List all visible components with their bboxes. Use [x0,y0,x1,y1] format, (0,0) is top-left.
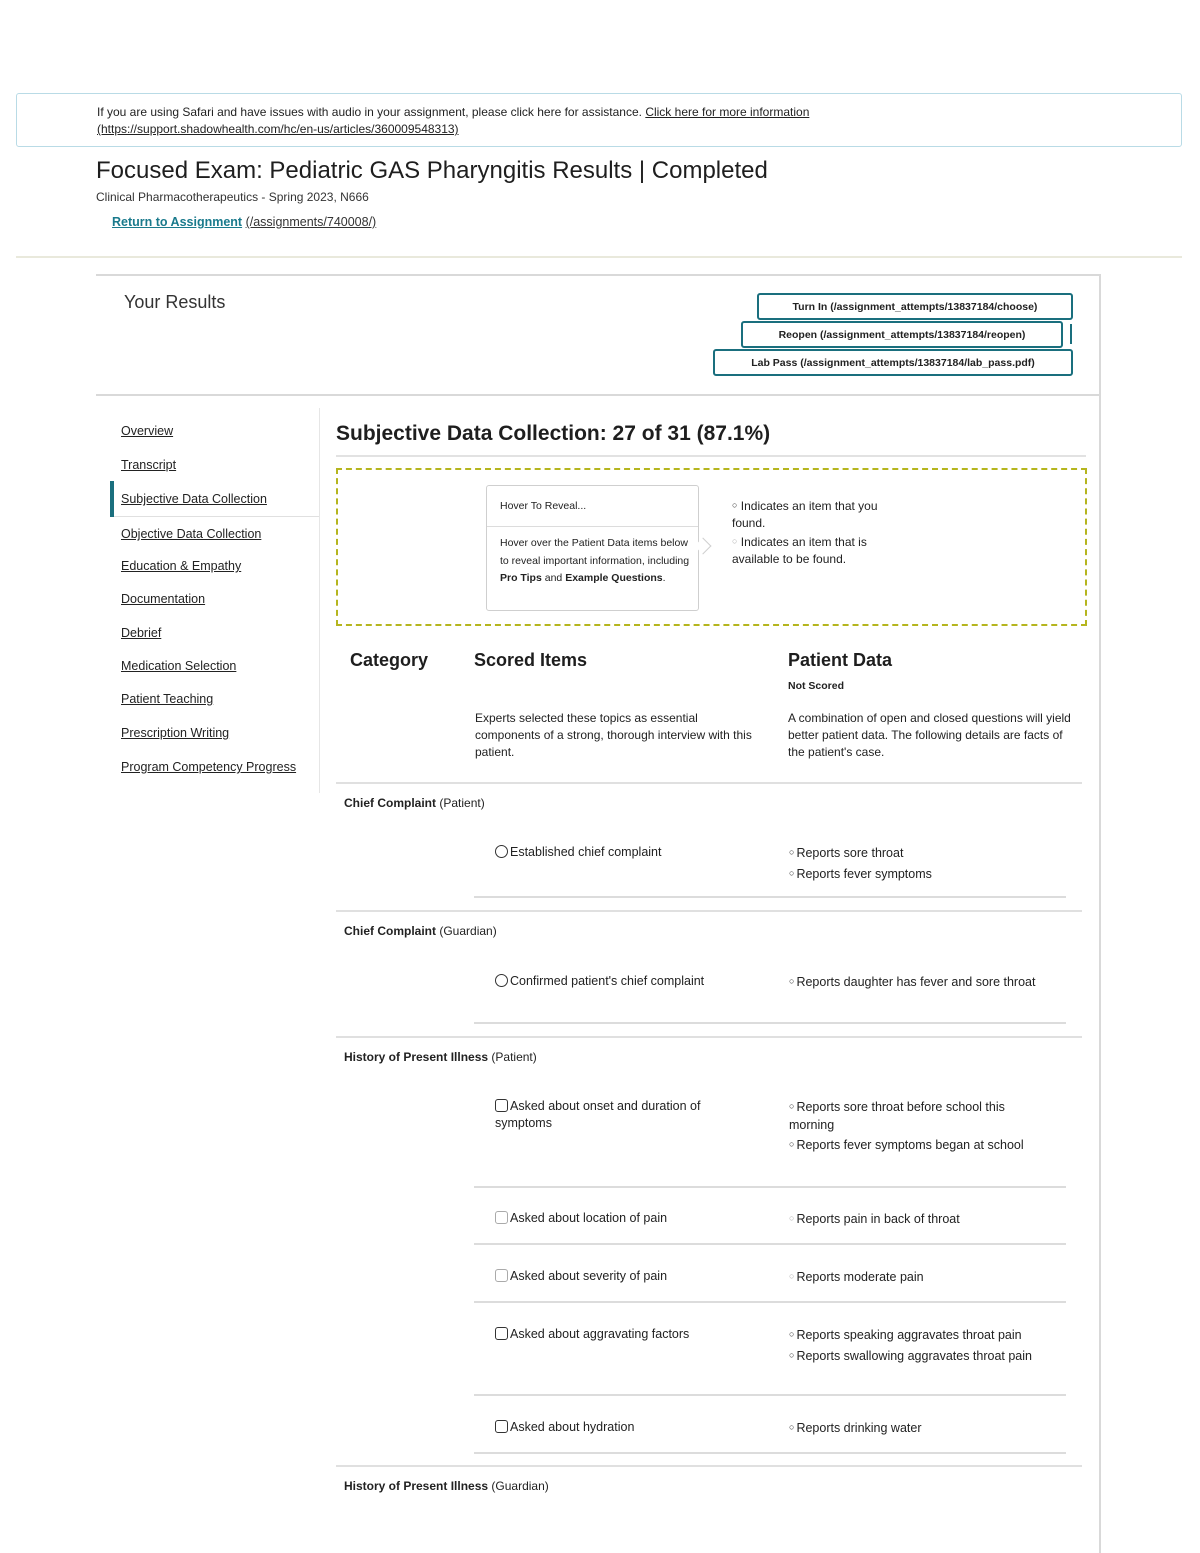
scored-item[interactable] [495,1326,755,1343]
item-divider [474,1243,1066,1245]
patient-data-list [789,844,1061,883]
nav-item-prescription-writing[interactable]: Prescription Writing [121,726,230,740]
nav-item-objective-data-collection[interactable]: Objective Data Collection [121,527,262,541]
nav-item-program-competency-progress[interactable]: Program Competency Progress [121,760,297,774]
patient-data-item[interactable] [789,973,1061,992]
hover-card-body-end: . [662,572,666,584]
found-dot-icon: ○ [789,847,795,857]
legend-found-text: Indicates an item that you found. [732,499,878,530]
patient-data-item[interactable] [789,1419,1061,1438]
scored-item-label: Asked about hydration [510,1420,635,1434]
legend-found [732,497,882,532]
patient-data-list [789,1268,1061,1287]
not-scored-label: Not Scored [788,680,845,692]
patient-data-text: Reports fever symptoms began at school [796,1138,1024,1152]
category-divider [336,1036,1082,1038]
hover-card-body-text: Hover over the Patient Data items below to reveal important information, including [500,537,690,567]
notice-text [97,104,997,138]
found-dot-icon: ○ [789,867,795,878]
nav-item-documentation[interactable]: Documentation [121,592,206,606]
pro-tips-label: Pro Tips [500,572,542,584]
item-divider [474,1394,1066,1396]
column-header-patient-data: Patient Data [788,650,893,670]
category-name: Chief Complaint [344,924,436,938]
section-title-divider [336,455,1086,457]
reopen-button-edge [1070,324,1072,344]
category-hpi-patient [344,1050,537,1064]
return-url-text[interactable]: (/assignments/740008/) [245,215,377,229]
scored-item[interactable] [495,1210,755,1227]
patient-data-text: Reports speaking aggravates throat pain [796,1328,1022,1342]
found-dot-icon: ○ [789,1329,795,1339]
notice-url-text[interactable]: (https://support.shadowhealth.com/hc/en-us/articles/360009548313) [97,122,459,136]
category-chief-complaint-guardian [344,924,497,938]
notice-more-info-link[interactable]: Click here for more information [645,105,810,119]
scored-item[interactable] [495,1268,755,1285]
category-who: (Patient) [439,796,485,810]
safari-notice-banner [16,93,1182,147]
category-divider [336,910,1082,912]
scored-items-description: Experts selected these topics as essential components of a strong, thorough interview with this patient. [475,711,752,759]
page-title: Focused Exam: Pediatric GAS Pharyngitis Results | Completed [96,157,768,184]
notice-message: If you are using Safari and have issues with audio in your assignment, please click here for assistance. [97,105,642,119]
found-checkbox-icon [495,1099,508,1112]
column-header-scored-items: Scored Items [474,650,588,670]
patient-data-text: Reports sore throat [796,846,904,860]
found-checkbox-icon [495,845,508,858]
category-who: (Patient) [491,1050,537,1064]
found-dot-icon: ○ [789,976,795,986]
course-subtitle: Clinical Pharmacotherapeutics - Spring 2023, N666 [96,190,369,204]
hover-card-divider [487,526,698,527]
hover-card-body-and: and [541,572,566,584]
nav-item-debrief[interactable]: Debrief [121,626,162,640]
hover-to-reveal-card [486,485,699,611]
nav-item-education-empathy[interactable]: Education & Empathy [121,559,242,573]
patient-data-item[interactable] [789,1098,1049,1134]
header-divider [16,256,1182,258]
hover-card-title: Hover To Reveal... [500,500,587,512]
patient-data-item[interactable] [789,865,1061,884]
return-to-assignment [112,215,376,229]
nav-item-subjective-data-collection[interactable]: Subjective Data Collection [121,492,267,506]
patient-data-list [789,1098,1049,1155]
patient-data-list [789,1326,1061,1365]
nav-item-overview[interactable]: Overview [121,424,174,438]
patient-data-description: A combination of open and closed questions will yield better patient data. The following details are facts of the patient's case. [788,711,1071,759]
available-dot-icon: ○ [732,536,738,546]
category-chief-complaint-patient [344,796,485,810]
example-questions-label: Example Questions [565,572,663,584]
patient-data-item[interactable] [789,1136,1049,1155]
item-divider [474,896,1066,898]
available-dot-icon: ○ [789,1213,795,1223]
found-dot-icon: ○ [732,500,738,510]
scored-item[interactable] [495,844,755,861]
available-checkbox-icon [495,1211,508,1224]
legend-available-text: Indicates an item that is available to be found. [732,535,867,566]
your-results-heading: Your Results [124,292,226,312]
nav-active-underline [114,516,320,517]
patient-data-text: Reports daughter has fever and sore throat [796,975,1036,989]
patient-data-list [789,1419,1061,1438]
scored-item-label: Asked about severity of pain [510,1269,668,1283]
category-hpi-guardian [344,1479,549,1493]
found-checkbox-icon [495,1420,508,1433]
scored-item[interactable] [495,973,755,990]
patient-data-text: Reports moderate pain [796,1270,924,1284]
patient-data-text: Reports fever symptoms [796,866,932,881]
return-to-assignment-link[interactable]: Return to Assignment [112,215,243,229]
item-divider [474,1022,1066,1024]
scored-item-label: Asked about location of pain [510,1211,668,1225]
patient-data-text: Reports drinking water [796,1421,922,1435]
scored-item-label: Confirmed patient's chief complaint [510,974,705,988]
nav-divider [319,408,320,793]
nav-item-medication-selection[interactable]: Medication Selection [121,659,237,673]
scored-item-label: Established chief complaint [510,845,662,859]
found-checkbox-icon [495,974,508,987]
available-dot-icon: ○ [789,1271,795,1281]
available-checkbox-icon [495,1269,508,1282]
category-name: Chief Complaint [344,796,436,810]
item-divider [474,1186,1066,1188]
found-checkbox-icon [495,1327,508,1340]
turn-in-button[interactable]: Turn In (/assignment_attempts/13837184/choose) [757,293,1073,320]
category-name: History of Present Illness [344,1050,489,1064]
nav-item-transcript[interactable]: Transcript [121,458,177,472]
legend-box [336,468,1087,626]
category-divider [336,782,1082,784]
item-divider [474,1301,1066,1303]
found-dot-icon: ○ [789,1139,795,1149]
scored-item[interactable] [495,1098,745,1132]
patient-data-item[interactable] [789,1347,1061,1366]
legend-available [732,533,882,568]
scored-item-label: Asked about aggravating factors [510,1327,690,1341]
item-divider [474,1452,1066,1454]
category-divider [336,1465,1082,1467]
patient-data-item[interactable] [789,1326,1061,1345]
patient-data-item[interactable] [789,1210,1061,1229]
scored-item-label: Asked about onset and duration of symptoms [495,1099,701,1130]
nav-item-patient-teaching[interactable]: Patient Teaching [121,692,214,706]
found-dot-icon: ○ [789,1349,795,1360]
results-divider [96,394,1100,396]
lab-pass-button[interactable]: Lab Pass (/assignment_attempts/13837184/lab_pass.pdf) [713,349,1073,376]
hover-card-body [500,535,690,588]
patient-data-text: Reports sore throat before school this morning [789,1100,1005,1132]
patient-data-item[interactable] [789,1268,1061,1287]
patient-data-text: Reports swallowing aggravates throat pain [796,1348,1032,1363]
patient-data-text: Reports pain in back of throat [796,1212,960,1226]
category-who: (Guardian) [439,924,497,938]
column-header-category: Category [350,650,429,670]
patient-data-list [789,973,1061,992]
patient-data-list [789,1210,1061,1229]
found-dot-icon: ○ [789,1101,795,1111]
patient-data-item[interactable] [789,844,1061,863]
nav-active-indicator [110,481,114,517]
reopen-button[interactable]: Reopen (/assignment_attempts/13837184/reopen) [741,321,1063,348]
section-title: Subjective Data Collection: 27 of 31 (87.1%) [336,422,771,445]
category-name: History of Present Illness [344,1479,489,1493]
found-dot-icon: ○ [789,1422,795,1432]
category-who: (Guardian) [491,1479,549,1493]
scored-item[interactable] [495,1419,755,1436]
